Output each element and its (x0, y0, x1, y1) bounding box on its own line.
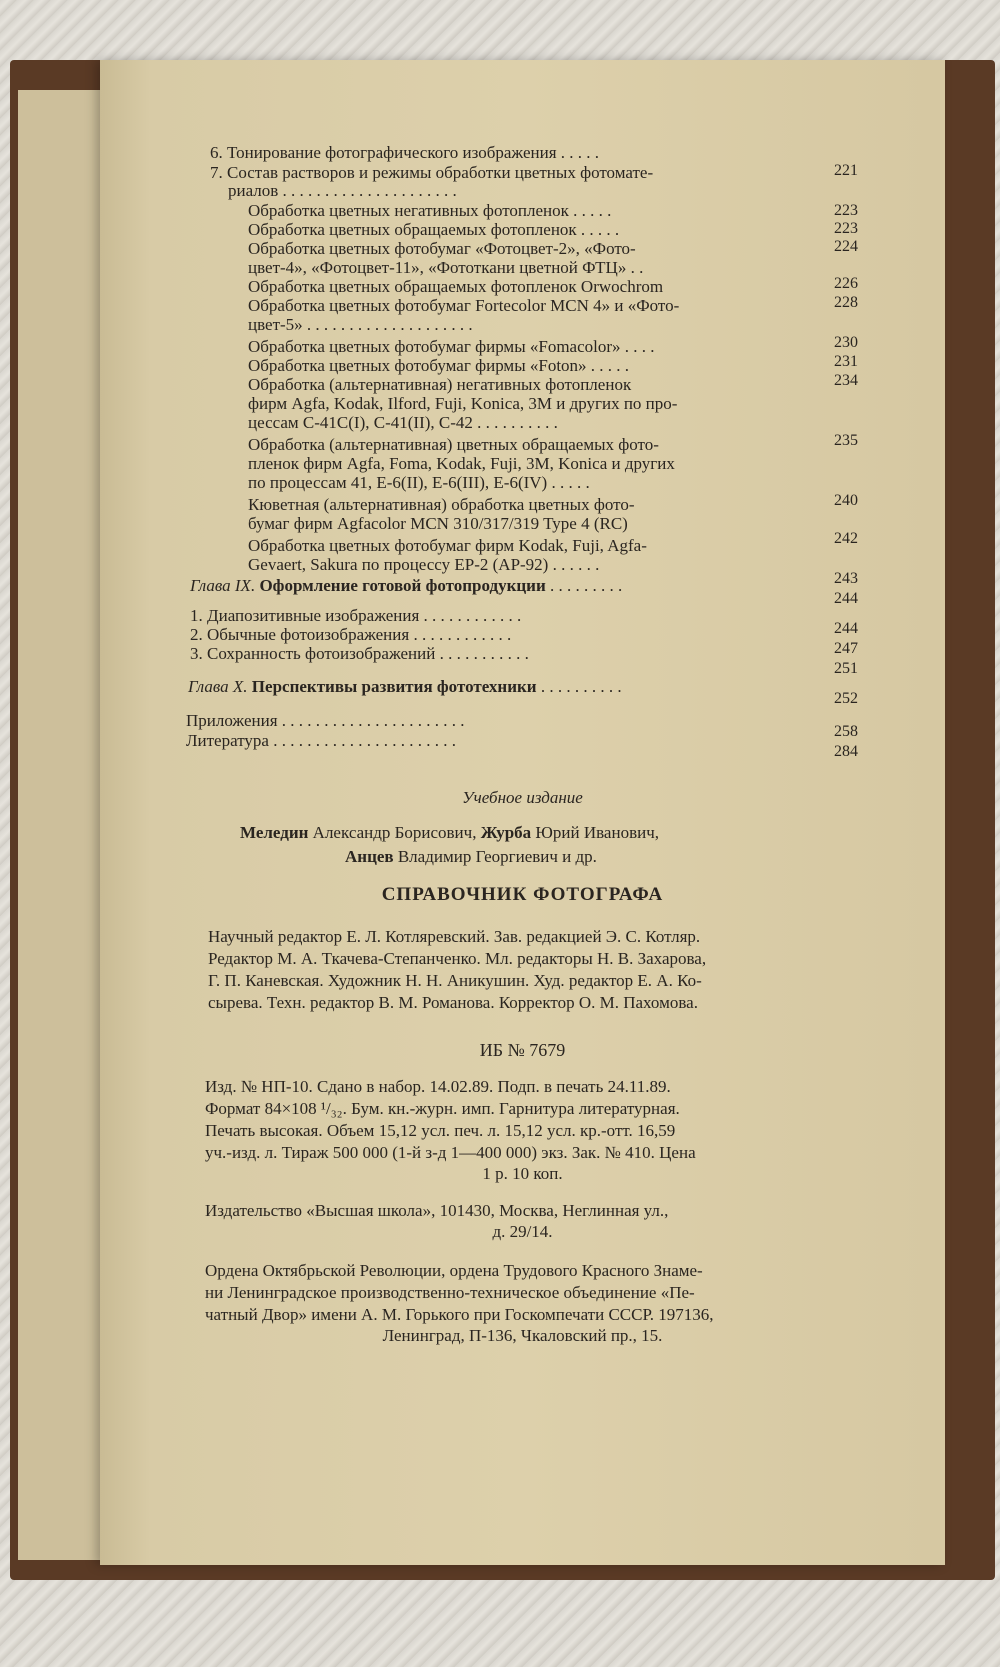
toc-line: цессам C-41C(I), C-41(II), C-42 . . . . . . . . . . (248, 413, 558, 432)
toc-line: Обработка цветных фотобумаг «Фотоцвет-2», «Фото- (248, 239, 636, 258)
author-surname: Журба (480, 823, 532, 842)
authors-line-1 (240, 822, 659, 844)
author-surname: Меледин (240, 823, 309, 842)
page-number: 243 (834, 570, 858, 587)
page-number: 252 (834, 690, 858, 707)
toc-line: Gevaert, Sakura по процессу EP-2 (AP-92) . . . . . . (248, 555, 600, 574)
toc-line: фирм Agfa, Kodak, Ilford, Fuji, Konica, 3M и других по про- (248, 394, 678, 413)
page-number: 228 (834, 294, 858, 311)
toc-line: по процессам 41, E-6(II), E-6(III), E-6(IV) . . . . . (248, 473, 590, 492)
authors-line-2 (345, 846, 597, 868)
editors-line: Научный редактор Е. Л. Котляревский. Зав. редакцией Э. С. Котляр. (208, 927, 701, 946)
toc-line: цвет-4», «Фотоцвет-11», «Фототкани цветной ФТЦ» . . (248, 258, 644, 277)
print-info-line: Печать высокая. Объем 15,12 усл. печ. л. 15,12 усл. кр.-отт. 16,59 (205, 1121, 676, 1140)
page-number: 224 (834, 238, 858, 255)
chapter-dots: . . . . . . . . . . (536, 677, 622, 696)
publisher-address: д. 29/14. (492, 1222, 553, 1241)
toc-line: риалов . . . . . . . . . . . . . . . . . . . . . (228, 181, 457, 200)
toc-line: Приложения . . . . . . . . . . . . . . . . . . . . . . (186, 711, 465, 730)
page-number: 230 (834, 334, 858, 351)
editors-line: сырева. Техн. редактор В. М. Романова. Корректор О. М. Пахомова. (208, 993, 698, 1012)
toc-line: Обработка (альтернативная) цветных обращаемых фото- (248, 435, 659, 454)
editors-line: Редактор М. А. Ткачева-Степанченко. Мл. редакторы Н. В. Захарова, (208, 949, 707, 968)
toc-line: Обработка цветных обращаемых фотопленок . . . . . (248, 220, 620, 239)
page-number: 258 (834, 723, 858, 740)
toc-line: 7. Состав растворов и режимы обработки цветных фотомате- (210, 163, 654, 182)
page-number: 284 (834, 743, 858, 760)
author-surname: Анцев (345, 847, 394, 866)
page-number: 231 (834, 353, 858, 370)
page-number: 247 (834, 640, 858, 657)
print-info-price: 1 р. 10 коп. (482, 1164, 563, 1183)
toc-line: Обработка цветных фотобумаг фирмы «Foton» . . . . . (248, 356, 630, 375)
page-number: 244 (834, 590, 858, 607)
printer-line: чатный Двор» имени А. М. Горького при Госкомпечати СССР. 197136, (205, 1305, 714, 1324)
chapter-dots: . . . . . . . . . (545, 576, 623, 595)
toc-line: Обработка (альтернативная) негативных фотопленок (248, 375, 632, 394)
print-info-line: Изд. № НП-10. Сдано в набор. 14.02.89. Подп. в печать 24.11.89. (205, 1077, 671, 1096)
page-number: 242 (834, 530, 858, 547)
toc-line: Литература . . . . . . . . . . . . . . . . . . . . . . (186, 731, 456, 750)
printer-line: ни Ленинградское производственно-техническое объединение «Пе- (205, 1283, 695, 1302)
printer-address: Ленинград, П-136, Чкаловский пр., 15. (382, 1326, 663, 1345)
page-number: 234 (834, 372, 858, 389)
chapter-heading (188, 678, 622, 696)
toc-line: 2. Обычные фотоизображения . . . . . . . . . . . . (190, 625, 512, 644)
toc-line: цвет-5» . . . . . . . . . . . . . . . . . . . . (248, 315, 473, 334)
toc-line: 3. Сохранность фотоизображений . . . . . . . . . . . (190, 644, 529, 663)
chapter-label: Глава X. (188, 677, 248, 696)
toc-line: Обработка цветных фотобумаг Fortecolor MCN 4» и «Фото- (248, 296, 680, 315)
author-name: Александр Борисович, (308, 823, 481, 842)
chapter-heading (190, 577, 622, 595)
page-number: 221 (834, 162, 858, 179)
ib-number: ИБ № 7679 (479, 1040, 566, 1060)
book-page (100, 60, 945, 1565)
print-info-line: Формат 84×108 ¹/₃₂. Бум. кн.-журн. имп. Гарнитура литературная. (205, 1099, 680, 1118)
page-number: 240 (834, 492, 858, 509)
toc-line: Обработка цветных фотобумаг фирмы «Fomacolor» . . . . (248, 337, 655, 356)
page-number: 251 (834, 660, 858, 677)
toc-line: Обработка цветных обращаемых фотопленок Orwochrom (248, 277, 664, 296)
publisher-line: Издательство «Высшая школа», 101430, Москва, Неглинная ул., (205, 1201, 669, 1220)
page-number: 244 (834, 620, 858, 637)
toc-line: Обработка цветных фотобумаг фирм Kodak, Fuji, Agfa- (248, 536, 647, 555)
chapter-title: Оформление готовой фотопродукции (259, 576, 546, 595)
toc-line: Кюветная (альтернативная) обработка цветных фото- (248, 495, 635, 514)
toc-line: 1. Диапозитивные изображения . . . . . . . . . . . . (190, 606, 522, 625)
toc-line: бумаг фирм Agfacolor MCN 310/317/319 Type 4 (RC) (248, 514, 628, 533)
page-number: 235 (834, 432, 858, 449)
chapter-title: Перспективы развития фототехники (251, 677, 537, 696)
edition-type: Учебное издание (462, 788, 583, 807)
page-number: 223 (834, 220, 858, 237)
page-number: 226 (834, 275, 858, 292)
book-title: СПРАВОЧНИК ФОТОГРАФА (381, 884, 664, 905)
printer-line: Ордена Октябрьской Революции, ордена Трудового Красного Знаме- (205, 1261, 703, 1280)
toc-line: 6. Тонирование фотографического изображения . . . . . (210, 143, 600, 162)
author-name: Владимир Георгиевич и др. (393, 847, 597, 866)
editors-line: Г. П. Каневская. Художник Н. Н. Аникушин. Худ. редактор Е. А. Ко- (208, 971, 702, 990)
author-name: Юрий Иванович, (531, 823, 659, 842)
page-number: 223 (834, 202, 858, 219)
toc-line: пленок фирм Agfa, Foma, Kodak, Fuji, 3M, Konica и других (248, 454, 675, 473)
print-info-line: уч.-изд. л. Тираж 500 000 (1-й з-д 1—400 000) экз. Зак. № 410. Цена (205, 1143, 696, 1162)
chapter-label: Глава IX. (190, 576, 256, 595)
toc-line: Обработка цветных негативных фотопленок . . . . . (248, 201, 612, 220)
